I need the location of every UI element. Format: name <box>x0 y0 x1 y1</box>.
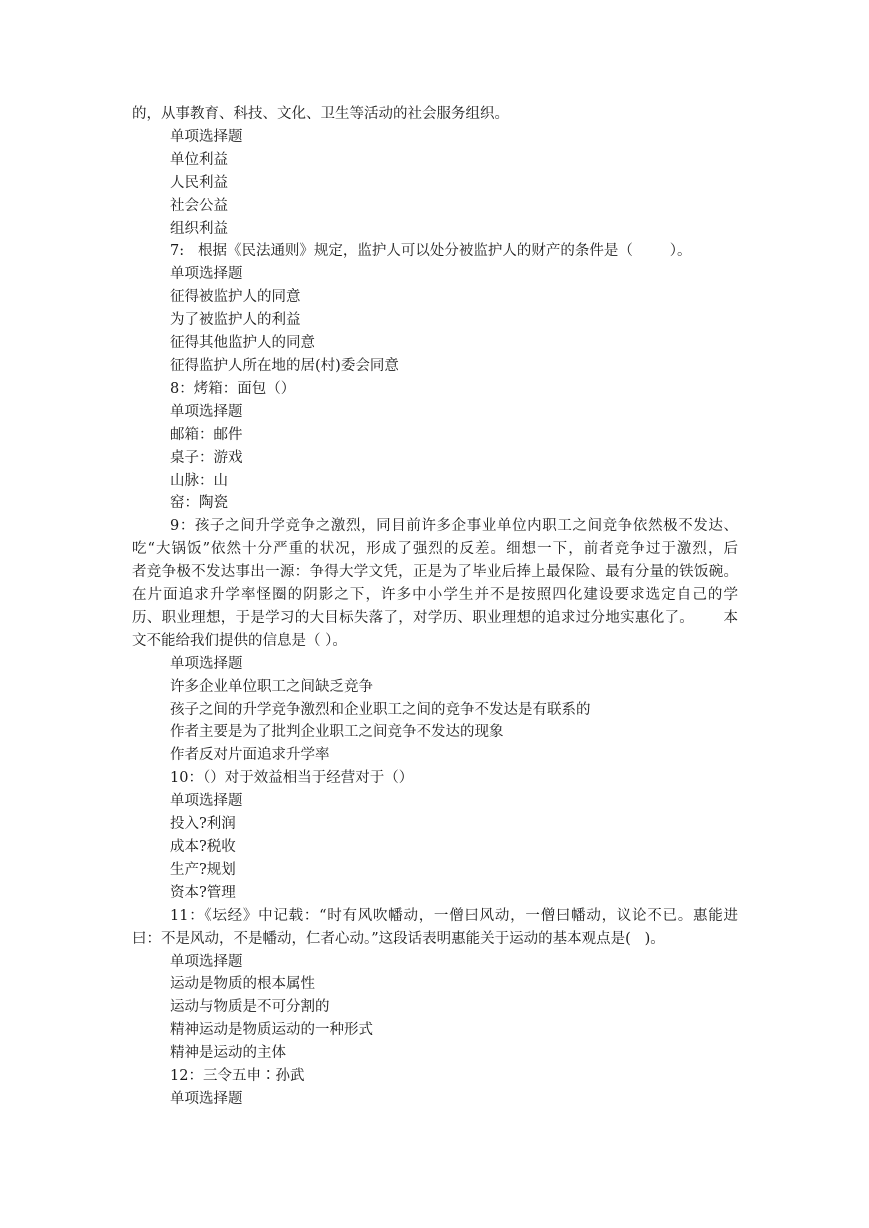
q9-stem-line: 者竞争极不发达事出一源：争得大学文凭，正是为了毕业后捧上最保险、最有分量的铁饭碗。 <box>132 564 738 581</box>
q9-option-c: 作者主要是为了批判企业职工之间竞争不发达的现象 <box>170 724 504 741</box>
q9-option-a: 许多企业单位职工之间缺乏竞争 <box>170 678 373 695</box>
q10-option-a: 投入?利润 <box>170 816 236 833</box>
q9-option-b: 孩子之间的升学竞争激烈和企业职工之间的竞争不发达是有联系的 <box>170 701 591 718</box>
q8-option-d: 窑：陶瓷 <box>170 495 228 512</box>
q8-option-c: 山脉：山 <box>170 472 228 489</box>
q8-option-a: 邮箱：邮件 <box>170 426 243 443</box>
q11-option-c: 精神运动是物质运动的一种形式 <box>170 1022 373 1039</box>
lead-line: 的，从事教育、科技、文化、卫生等活动的社会服务组织。 <box>132 106 509 122</box>
q11-type: 单项选择题 <box>170 953 243 970</box>
q8-option-b: 桌子：游戏 <box>170 449 243 466</box>
q11-stem-line: 11：《坛经》中记载：“时有风吹幡动，一僧曰风动，一僧曰幡动，议论不已。惠能进 <box>170 907 738 924</box>
q11-option-d: 精神是运动的主体 <box>170 1045 286 1062</box>
q11-stem-line: 曰：不是风动，不是幡动，仁者心动。”这段话表明惠能关于运动的基本观点是( )。 <box>132 930 665 947</box>
q7-option-a: 征得被监护人的同意 <box>170 289 301 306</box>
q9-stem-line: 在片面追求升学率怪圈的阴影之下，许多中小学生并不是按照四化建设要求选定自己的学 <box>132 587 738 604</box>
q11-option-a: 运动是物质的根本属性 <box>170 976 315 993</box>
q9-stem-line: 历、职业理想，于是学习的大目标失落了，对学历、职业理想的追求过分地实惠化了。 本 <box>132 609 738 626</box>
q10-type: 单项选择题 <box>170 793 243 810</box>
q12-stem: 12：三令五申∶孙武 <box>170 1068 305 1085</box>
q6-type: 单项选择题 <box>170 128 243 145</box>
q9-option-d: 作者反对片面追求升学率 <box>170 747 330 764</box>
q6-option-c: 社会公益 <box>170 197 228 214</box>
q10-option-c: 生产?规划 <box>170 861 236 878</box>
q8-type: 单项选择题 <box>170 403 243 420</box>
q8-stem: 8：烤箱：面包（） <box>170 380 296 397</box>
q6-option-b: 人民利益 <box>170 174 228 191</box>
q7-option-b: 为了被监护人的利益 <box>170 312 301 329</box>
q10-option-d: 资本?管理 <box>170 884 236 901</box>
q11-option-b: 运动与物质是不可分割的 <box>170 999 330 1016</box>
q10-stem: 10：（）对于效益相当于经营对于（） <box>170 770 414 787</box>
document-body <box>132 103 738 1111</box>
q7-stem: 7: 根据《民法通则》规定，监护人可以处分被监护人的财产的条件是（ ）。 <box>170 243 692 260</box>
q9-stem <box>132 515 738 652</box>
q9-stem-line: 文不能给我们提供的信息是（ ）。 <box>132 632 347 649</box>
q11-stem <box>132 905 738 951</box>
q9-stem-line: 9：孩子之间升学竞争之激烈，同目前许多企事业单位内职工之间竞争依然极不发达、 <box>170 518 738 535</box>
q9-stem-line: 吃“大锅饭”依然十分严重的状况，形成了强烈的反差。细想一下，前者竞争过于激烈，后 <box>132 541 738 558</box>
q6-option-a: 单位利益 <box>170 151 228 168</box>
q10-option-b: 成本?税收 <box>170 839 236 855</box>
q9-type: 单项选择题 <box>170 655 243 672</box>
q6-option-d: 组织利益 <box>170 220 228 237</box>
q7-type: 单项选择题 <box>170 266 243 283</box>
q7-option-d: 征得监护人所在地的居(村)委会同意 <box>170 357 399 374</box>
q7-option-c: 征得其他监护人的同意 <box>170 335 315 352</box>
q12-type: 单项选择题 <box>170 1090 243 1107</box>
